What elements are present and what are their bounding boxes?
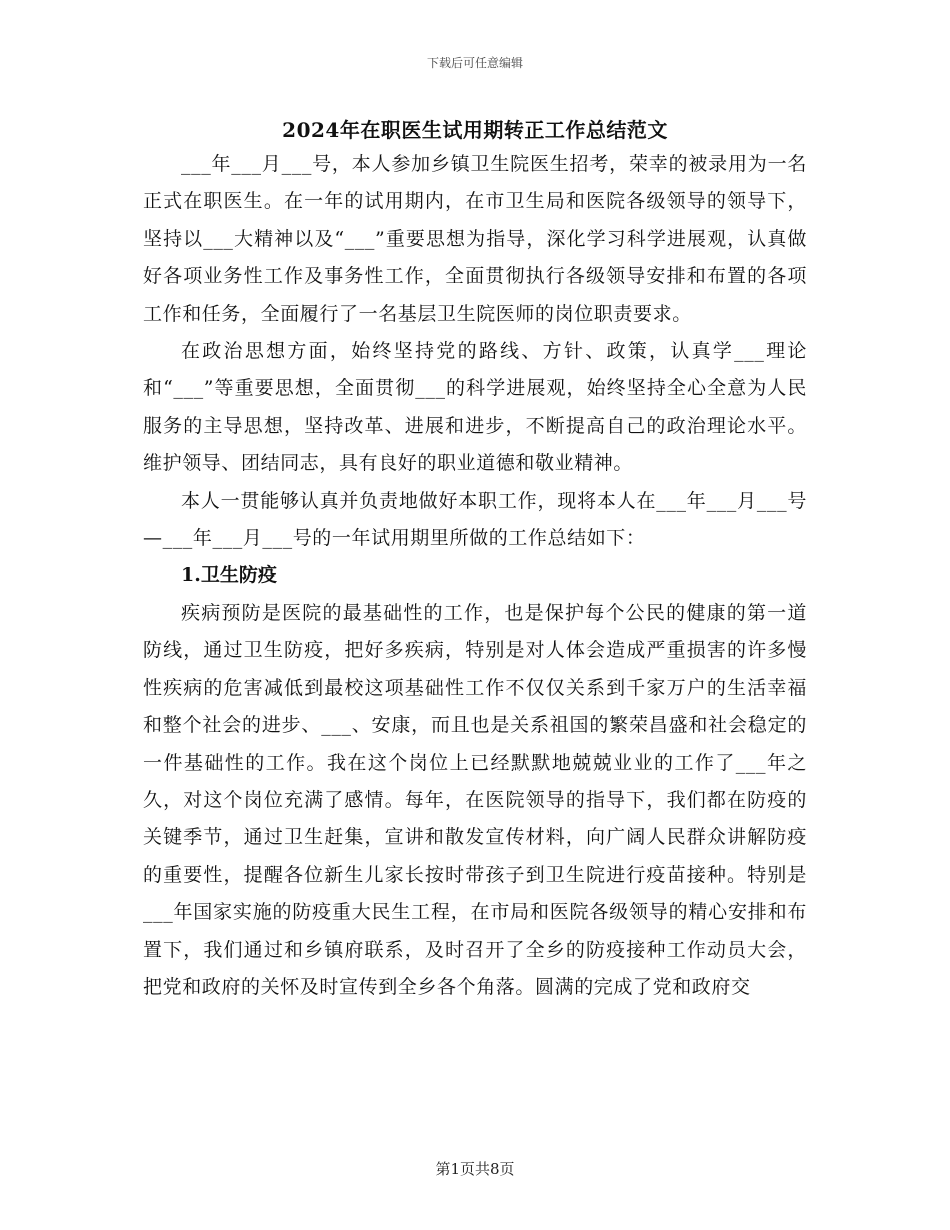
- paragraph-intro: ___年___月___号，本人参加乡镇卫生院医生招考，荣幸的被录用为一名正式在职医生。在一年的试用期内，在市卫生局和医院各级领导的领导下，坚持以___大精神以及“___”重要思想为指导，深化学习科学进展观，认真做好各项业务性工作及事务性工作，全面贯彻执行各级领导安排和布置的各项工作和任务，全面履行了一名基层卫生院医师的岗位职责要求。: [143, 153, 807, 325]
- header-note: 下载后可任意编辑: [426, 56, 523, 70]
- paragraph-disease-prevention: 疾病预防是医院的最基础性的工作，也是保护每个公民的健康的第一道防线，通过卫生防疫，把好多疾病，特别是对人体会造成严重损害的许多慢性疾病的危害减低到最校这项基础性工作不仅仅关系到千家万户的生活幸福和整个社会的进步、___、安康，而且也是关系祖国的繁荣昌盛和社会稳定的一件基础性的工作。我在这个岗位上已经默默地兢兢业业的工作了___年之久，对这个岗位充满了感情。每年，在医院领导的指导下，我们都在防疫的关键季节，通过卫生赶集，宣讲和散发宣传材料，向广阔人民群众讲解防疫的重要性，提醒各位新生儿家长按时带孩子到卫生院进行疫苗接种。特别是___年国家实施的防疫重大民生工程，在市局和医院各级领导的精心安排和布置下，我们通过和乡镇府联系，及时召开了全乡的防疫接种工作动员大会，把党和政府的关怀及时宣传到全乡各个角落。圆满的完成了党和政府交: [143, 601, 807, 998]
- document-body: [143, 146, 807, 1006]
- paragraph-summary-lead: 本人一贯能够认真并负责地做好本职工作，现将本人在___年___月___号—___年___月___号的一年试用期里所做的工作总结如下：: [143, 489, 807, 550]
- page-number: 第1页共8页: [435, 1160, 515, 1178]
- document-title: 2024年在职医生试用期转正工作总结范文: [282, 118, 668, 142]
- paragraph-political: 在政治思想方面，始终坚持党的路线、方针、政策，认真学___理论和“___”等重要思想，全面贯彻___的科学进展观，始终坚持全心全意为人民服务的主导思想，坚持改革、进展和进步，不断提高自己的政治理论水平。维护领导、团结同志，具有良好的职业道德和敬业精神。: [143, 340, 807, 475]
- section-heading-hygiene: 1.卫生防疫: [181, 564, 277, 587]
